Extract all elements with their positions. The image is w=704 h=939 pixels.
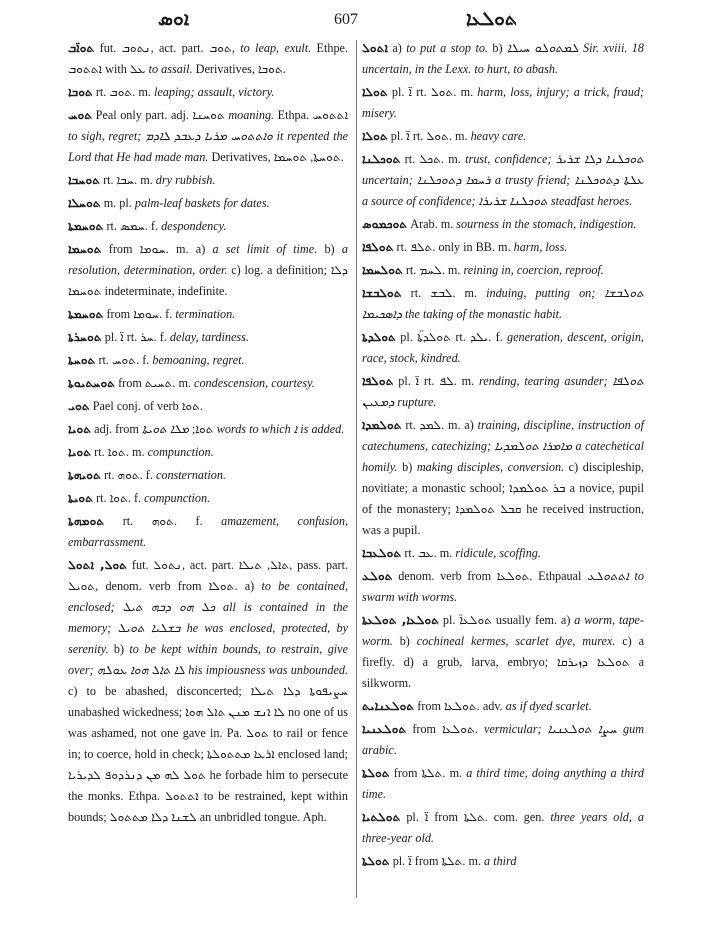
dictionary-entry <box>362 149 644 212</box>
headword: ܬܘܠܒܫܐ <box>362 286 402 300</box>
headword: ܬܘܝܐ <box>68 422 92 436</box>
entry-grammar: denom. verb from ܬܘܠܥܐ. <box>392 569 539 583</box>
headword: ܬܘܠܡܕܐ <box>362 418 402 432</box>
entry-gloss: to assail. <box>148 62 193 76</box>
entry-gloss: condescension, courtesy. <box>194 376 315 390</box>
entry-gloss: to put a stop to. <box>406 41 488 55</box>
entry-grammar: c) discipleship, novitiate; a monastic school; ܒܪ ܬܘܠܡܕܐ a novice, pupil of the monastery; ܩܒܠ ܬܘܠܡܕܐ he received instruction, was a pupil. <box>362 460 644 537</box>
headword: ܬܘܝ <box>68 399 90 413</box>
entry-grammar: b) <box>108 642 130 656</box>
headword: ܬܘܚܪܬܐ <box>68 330 102 344</box>
headword: ܬܘܝܬܐ <box>68 491 94 505</box>
entry-grammar: Ethpe. ܐܬܬܘܒ with ܥܠ <box>68 41 348 76</box>
right-column <box>362 38 644 872</box>
dictionary-entry <box>68 193 348 214</box>
dictionary-entry <box>362 415 644 541</box>
headword: ܬܘܠܐ <box>362 85 388 99</box>
entry-grammar: rt. ܬܟܠ. m. <box>400 152 466 166</box>
dictionary-entry <box>362 763 644 805</box>
entry-gloss: induing, putting on; ܬܘܠܒܫܐ ܕܐܣܟܝܡܐ the taking of the monastic habit. <box>362 286 644 321</box>
headword: ܬܘܚܠܐ <box>68 196 101 210</box>
headword: ܬܘܚܒܐ <box>68 173 101 187</box>
entry-grammar: m. pl. <box>100 196 135 210</box>
headword: ܬܘܠܬܐ <box>362 854 390 868</box>
entry-grammar: b) <box>487 41 507 55</box>
entry-grammar: rt. ܬܘܗ. f. <box>104 514 222 528</box>
entry-gloss: harm, loss, injury; a trick, fraud; misery. <box>362 85 645 120</box>
dictionary-entry <box>68 216 348 237</box>
headword: ܬܘܠܥܐ, ܬܘܠܥܬܐ <box>362 613 440 627</box>
dictionary-entry <box>362 566 644 608</box>
entry-gloss: moaning. <box>228 108 275 122</box>
headword: ܬܘܟܠܢܐ <box>362 152 401 166</box>
entry-grammar: rt. ܬܘܚ. f. <box>95 353 153 367</box>
entry-gloss: a resolution, determination, order. <box>68 242 348 277</box>
entry-grammar: from ܬܘܠܥܐ. adv. <box>414 699 506 713</box>
dictionary-entry <box>68 170 348 191</box>
headword: ܬܘܐ̈ܒ <box>68 41 95 55</box>
entry-gloss: a third time, doing anything a third time. <box>362 766 644 801</box>
dictionary-entry <box>68 488 348 509</box>
headword: ܬܘܚܡܬܐ <box>68 219 104 233</box>
entry-gloss: training, discipline, instruction of catechumens, catechizing; ܡܐܡܪܐ ܬܘܠܡܕܝܐ a catechetical homily. <box>362 418 645 474</box>
dictionary-entry <box>362 260 644 281</box>
entry-grammar: b) <box>392 634 417 648</box>
entry-gloss: three years old, a three-year old. <box>362 810 644 845</box>
entry-grammar: rt. ܚܡܣ. f. <box>103 219 162 233</box>
headword: ܬܘܟܡܘܣ <box>362 217 408 231</box>
dictionary-entry <box>68 105 348 168</box>
entry-grammar: rt. ܥܒ. m. <box>401 546 456 560</box>
entry-grammar: rt. ܠܚܡ. m. <box>402 263 464 277</box>
entry-grammar: from ܬܠܬܐ. m. <box>389 766 467 780</box>
entry-grammar: rt. ܬܘܐ. f. <box>93 491 145 505</box>
dictionary-entry <box>362 283 644 325</box>
entry-gloss: making disciples, conversion. <box>416 460 565 474</box>
entry-grammar: from ܬܘܠܥܐ. <box>406 722 484 736</box>
dictionary-entry <box>362 38 644 80</box>
entry-gloss: palm-leaf baskets for dates. <box>134 196 270 210</box>
headword: ܬܘܠܥܢܝܐ <box>362 722 407 736</box>
entry-grammar: pl. ܐ̈ rt. ܠܦ. m. <box>393 374 479 388</box>
entry-grammar: a) <box>387 41 407 55</box>
entry-grammar: rt. ܬܘܒ. m. <box>92 85 154 99</box>
dictionary-entry <box>68 442 348 463</box>
dictionary-entry <box>362 719 644 761</box>
dictionary-entry <box>68 327 348 348</box>
dictionary-entry <box>362 371 644 413</box>
dictionary-entry <box>362 610 644 694</box>
entry-grammar: pl. ܐ̈ rt. ܬܘܠ. m. <box>387 129 471 143</box>
dictionary-entry <box>68 82 348 103</box>
dictionary-entry <box>362 126 644 147</box>
dictionary-entry <box>68 239 348 302</box>
entry-grammar: c) to be abashed, disconcerted; ܚܨܝܦܘܬܐ ܕܠܐ ܬܝܠܐ unabashed wickedness; ܠܐ ܐܢܫ ܡܢܢ ܬܐܠ ܗܘܐ no one of us was ashamed, not one gave in. Pa. ܬܘܠ to rail or fence in; to coerce, hold in check; ܐܪܥܐ ܡܬܬܘܠܬܐ enclosed land; ܬܘܠ ܠܗ ܡܢ ܕܢܪܕܘܦ ܠܕܝܪܝܐ he forbade him to persecute the monks. Ethpa. ܐܬܬܘܠ to be restrained, kept within bounds; ܠܫܢܐ ܕܠܐ ܡܬܬܘܠ an unbridled tongue. Aph. <box>68 684 348 824</box>
dictionary-entry <box>362 214 644 235</box>
entry-grammar: Derivatives, ܬܘܒܐ. <box>192 62 286 76</box>
right-running-head: ܬܘܠܥܐ <box>466 9 517 30</box>
entry-grammar: Ethpa. ܐܬܬܘܚ <box>274 108 348 122</box>
dictionary-entry <box>362 696 644 717</box>
dictionary-entry <box>68 373 348 394</box>
dictionary-entry <box>362 237 644 258</box>
headword: ܬܘܚܡܐ <box>68 242 102 256</box>
entry-grammar: rt. ܬܘܗ. f. <box>100 468 156 482</box>
dictionary-entry <box>68 555 348 828</box>
headword: ܬܘܚܡܬܐ <box>68 307 104 321</box>
entry-grammar: Arab. m. <box>407 217 457 231</box>
entry-grammar: Peal only part. adj. ܬܘܚܢܐ <box>92 108 229 122</box>
dictionary-entry <box>68 419 348 440</box>
entry-gloss: leaping; assault, victory. <box>153 85 275 99</box>
headword: ܬܘܠ, ܐܬܘܠ <box>68 558 128 572</box>
entry-gloss: generation, descent, origin, race, stock, kindred. <box>362 330 644 365</box>
dictionary-entry <box>362 807 644 849</box>
headword: ܬܘܚ <box>68 108 93 122</box>
headword: ܬܘܝܗܬܐ <box>68 468 101 482</box>
entry-gloss: ridicule, scoffing. <box>455 546 541 560</box>
entry-gloss: a third <box>484 854 517 868</box>
entry-grammar: from ܚܘܡܐ. m. a) <box>101 242 213 256</box>
entry-gloss: cochineal kermes, scarlet dye, murex. <box>416 634 616 648</box>
entry-grammar: Pael conj. of verb ܬܘܐ. <box>89 399 204 413</box>
entry-gloss: heavy care. <box>470 129 527 143</box>
entry-grammar: Ethpaual <box>538 569 588 583</box>
dictionary-entry <box>362 82 644 124</box>
headword: ܬܘܠܥܒܐ <box>362 546 402 560</box>
headword: ܬܘܠܬܝܐ <box>362 810 401 824</box>
entry-grammar: pl. ܐ̈ rt. ܬܘܠ. m. <box>387 85 478 99</box>
headword: ܬܘܠܬܐ <box>362 766 390 780</box>
headword: ܬܘܡܗܬܐ <box>68 514 105 528</box>
entry-gloss: harm, loss. <box>513 240 568 254</box>
entry-grammar: pl. ܐ̈ from ܬܠܬܐ. com. gen. <box>400 810 551 824</box>
entry-gloss: bemoaning, regret. <box>152 353 245 367</box>
entry-gloss: a set limit of time. <box>212 242 318 256</box>
dictionary-entry <box>68 304 348 325</box>
entry-gloss: to be kept within bounds, to restrain, give over; ܠܐ ܬܐܠ ܗܘܐ ܥܘܠܗ his impiousness was unbounded. <box>68 642 349 677</box>
dictionary-entry <box>68 511 348 553</box>
dictionary-entry <box>68 38 348 80</box>
entry-grammar: rt. ܬܠܦ. only in BB. m. <box>393 240 514 254</box>
entry-gloss: ܠܡܬܘܠܘ ܚܝܠܐ Sir. xviii. 18 uncertain, in the Lexx. to hurt, to abash. <box>362 41 644 76</box>
dictionary-entry <box>68 465 348 486</box>
entry-gloss: rending, tearing asunder; ܬܘܠܦܐ ܕܡܥܝܢ rupture. <box>362 374 644 409</box>
entry-gloss: ܐܬܬܘܠܥ to swarm with worms. <box>362 569 644 604</box>
entry-grammar: b) <box>317 242 342 256</box>
running-header <box>0 6 704 34</box>
dictionary-entry <box>68 396 348 417</box>
entry-grammar: fut. ܢܬܘܒ, act. part. ܬܘܒ, <box>94 41 241 55</box>
entry-gloss: despondency. <box>161 219 227 233</box>
entry-gloss: trust, confidence; ܬܘܟܠܢܐ ܕܠܐ ܫܪܝܪ uncertain; ܪܚܡܐ ܕܬܘܟܠܢܐ a trusty friend; ܥܠܬܐ ܕܬܘܟܠܢܐ a source of confidence; ܬܘܟܠܢܐ ܫܪܝܪܐ steadfast heroes. <box>362 152 645 208</box>
entry-gloss: to sigh, regret; ܘܐܬܬܘܚ ܡܪܝܐ ܕܥܒܕ ܠܐܕܡ it repented the Lord that He had made man. <box>68 129 348 164</box>
headword: ܬܘܠܚܡܐ <box>362 263 403 277</box>
entry-grammar: Derivatives, ܬܘܚܬܐ, ܬܘܚܡܐ. <box>208 150 344 164</box>
entry-gloss: reining in, coercion, reproof. <box>463 263 604 277</box>
entry-grammar: b) <box>397 460 417 474</box>
entry-gloss: to be contained, enclosed; ܟܠ ܗܘ ܕܒܗ ܬܝܠ all is contained in the memory; ܒܫܠܝܐ ܬܘܝܠ he was enclosed, protected, by serenity. <box>68 579 349 656</box>
dictionary-entry <box>362 851 644 872</box>
entry-grammar: pl. ܬܘܠܥܐ̈ usually fem. a) <box>439 613 575 627</box>
entry-grammar: rt. ܠܡܕ. m. a) <box>401 418 478 432</box>
entry-gloss: vermicular; ܚܨܐ ܬܘܠܥܢܝܐ gum arabic. <box>362 722 644 757</box>
headword: ܬܘܝܐ <box>68 445 92 459</box>
entry-grammar: c) a firefly. d) a grub, larva, embryo; ܬܘܠܥܐ ܕܙܝܪܩܐ a silkworm. <box>362 634 644 690</box>
left-running-head: ܐܘܣ <box>158 9 190 30</box>
column-divider <box>356 40 357 898</box>
entry-gloss: consternation. <box>155 468 227 482</box>
headword: ܬܘܠܥܢܐܝܬ <box>362 699 415 713</box>
entry-grammar: rt. ܬܘܐ. m. <box>91 445 148 459</box>
entry-gloss: termination. <box>175 307 236 321</box>
entry-grammar: pl. ܐ̈ rt. ܚܪ. f. <box>101 330 170 344</box>
entry-gloss: compunction. <box>144 491 211 505</box>
entry-grammar: rt. ܠܒܫ. m. <box>401 286 487 300</box>
entry-grammar: rt. ܚܒܐ. m. <box>100 173 156 187</box>
dictionary-entry <box>68 350 348 371</box>
entry-gloss: compunction. <box>147 445 214 459</box>
page-number: 607 <box>334 11 358 28</box>
entry-gloss: as if dyed scarlet. <box>505 699 592 713</box>
entry-grammar: from ܬܚܝܬ. m. <box>115 376 195 390</box>
headword: ܬܘܚܬܝܘܬܐ <box>68 376 116 390</box>
headword: ܐܬܘܠ <box>362 41 388 55</box>
entry-gloss: to leap, exult. <box>240 41 312 55</box>
headword: ܬܘܚܬܐ <box>68 353 96 367</box>
entry-grammar: pl. ܐ̈ from ܬܠܬܐ. m. <box>389 854 485 868</box>
entry-grammar: c) log. a definition; ܕܠܐ ܬܘܚܡܐ indeterminate, indefinite. <box>68 263 348 298</box>
headword: ܬܘܠܥ <box>362 569 393 583</box>
headword: ܬܘܒܐ <box>68 85 93 99</box>
entry-gloss: ܡܠܐ ܬܘܝܬܐ words to which ܐ is added. <box>141 422 345 436</box>
entry-grammar: from ܚܘܡܐ. f. <box>103 307 176 321</box>
headword: ܬܘܠܦܐ <box>362 240 394 254</box>
entry-grammar: adj. from ܬܘܐ; <box>91 422 214 436</box>
headword: ܬܘܠܕܬܐ <box>362 330 396 344</box>
entry-gloss: a worm, tape-worm. <box>362 613 645 648</box>
left-column <box>68 38 348 828</box>
entry-gloss: delay, tardiness. <box>169 330 249 344</box>
entry-grammar: pl. ܬܘܠܕܬܐ̈ rt. ܝܠܕ. f. <box>395 330 508 344</box>
headword: ܬܘܠܦܐ <box>362 374 394 388</box>
dictionary-entry <box>362 327 644 369</box>
dictionary-entry <box>362 543 644 564</box>
entry-grammar: fut. ܢܬܘܠ, act. part. ܬܐܠ, ܬܝܠܐ, pass. part. ܬܘܝܠ, denom. verb from ܬܘܠܐ. a) <box>68 558 349 593</box>
entry-gloss: sourness in the stomach, indigestion. <box>456 217 637 231</box>
entry-gloss: dry rubbish. <box>155 173 216 187</box>
entry-gloss: amazement, confusion, embarrassment. <box>68 514 348 549</box>
headword: ܬܘܠܐ <box>362 129 388 143</box>
